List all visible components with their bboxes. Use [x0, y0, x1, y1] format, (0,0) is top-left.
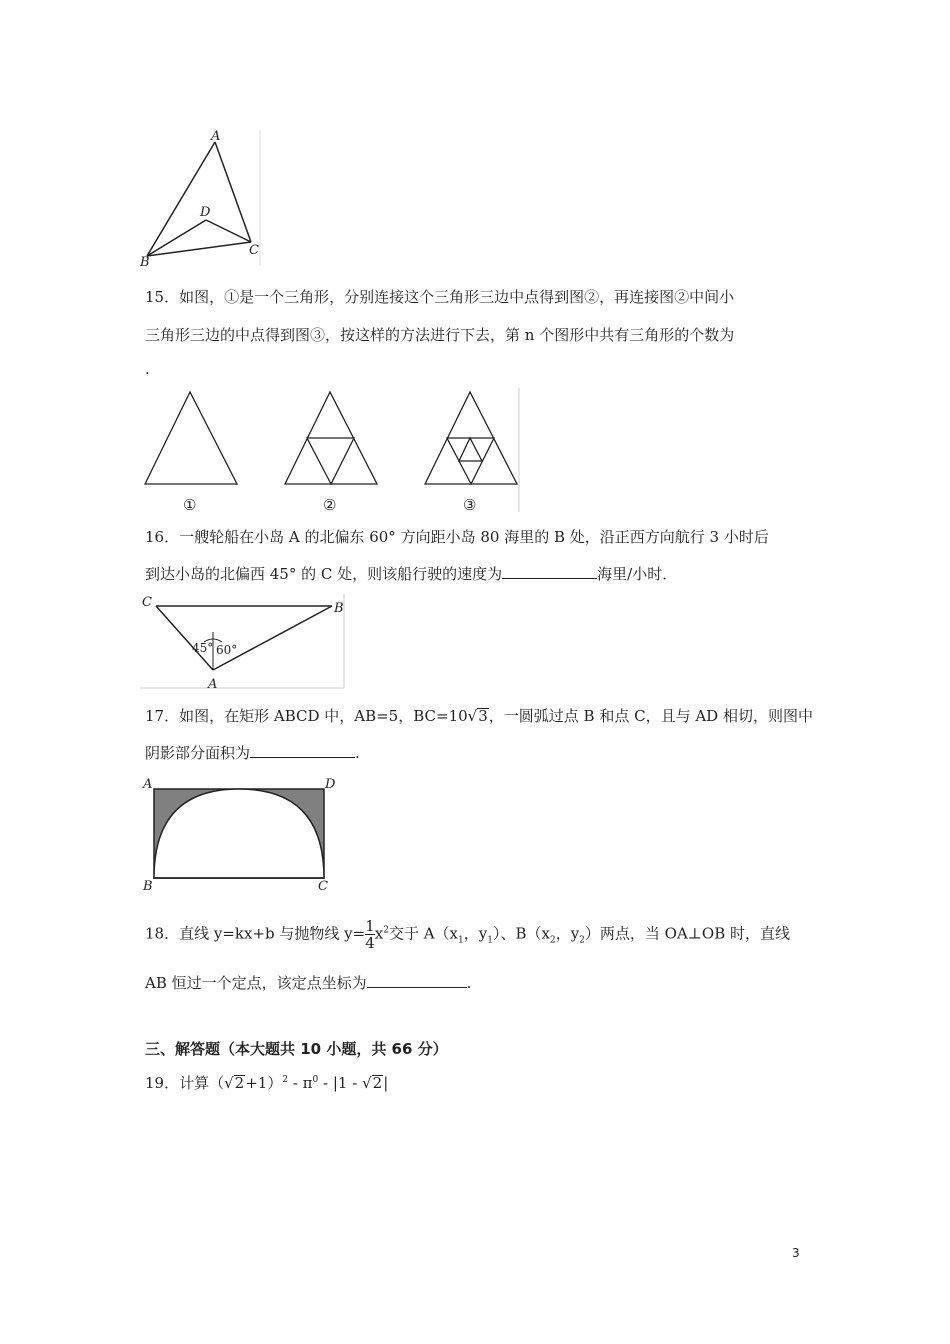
q15-line3: . [145, 360, 150, 378]
label-C: C [142, 595, 152, 610]
label-B: B [143, 879, 153, 892]
label-D: D [200, 205, 211, 220]
q17-line1: 17．如图，在矩形 ABCD 中，AB=5，BC=10√3，一圆弧过点 B 和点 C，且与 AD 相切，则图中 [145, 707, 813, 725]
q17-answer-blank[interactable] [250, 743, 355, 758]
figure-q16-navigation [140, 592, 350, 690]
figure-q15-triangles [140, 386, 525, 516]
label-C: C [318, 879, 328, 892]
q17-line2-post: . [355, 744, 360, 762]
caption-1: ① [183, 496, 197, 514]
q19-line: 19．计算$(√2+1)^2 - \pi^0 - |1 - √2|$ [145, 1074, 389, 1092]
q18-line2-post: . [466, 974, 472, 992]
page-number: 3 [792, 1246, 800, 1260]
q15-line2: 三角形三边的中点得到图③，按这样的方法进行下去，第 n 个图形中共有三角形的个数为 [145, 326, 735, 344]
caption-2: ② [323, 496, 337, 514]
q16-line1: 16．一艘轮船在小岛 A 的北偏东 60° 方向距小岛 80 海里的 B 处，沿正西方向航行 3 小时后 [145, 528, 769, 546]
label-B: B [140, 255, 150, 270]
angle-45: 45° [192, 641, 214, 655]
angle-60: 60° [216, 643, 238, 657]
label-A: A [143, 777, 153, 792]
figure-q17-rectangle [140, 774, 340, 892]
label-B: B [334, 601, 344, 616]
q18-line1-pre: 18．直线 y=kx+b 与抛物线 y= [145, 924, 366, 943]
label-C: C [249, 243, 259, 258]
q17-sqrt: 3 [478, 707, 488, 725]
q17-line2-pre: 阴影部分面积为 [145, 744, 251, 762]
q16-answer-blank[interactable] [502, 564, 597, 579]
label-A: A [211, 129, 221, 144]
q18-line2 [145, 972, 471, 993]
q18-answer-blank[interactable] [367, 973, 467, 988]
q17-line1-post: ，一圆弧过点 B 和点 C，且与 AD 相切，则图中 [488, 707, 813, 725]
caption-3: ③ [463, 496, 477, 514]
q19-sqrt2: 2 [372, 1074, 383, 1092]
q18-line2-pre: AB 恒过一个定点，该定点坐标为 [145, 974, 367, 992]
q19-sqrt1: 2 [234, 1074, 245, 1092]
q18-line1: 18．直线 y=kx+b 与抛物线 y= $\frac{1}{4}$ $x^2$交于 $A(x_1$，$y_1$）、$B(x_2$，$y_2$）两点，当 OA⊥OB 时，直线 [145, 917, 790, 952]
q16-line2-post: 海里/小时． [597, 565, 678, 583]
section-3-heading: 三、解答题（本大题共 10 小题，共 66 分） [145, 1040, 448, 1058]
q15-line1: 15．如图，①是一个三角形，分别连接这个三角形三边中点得到图②，再连接图②中间小 [145, 288, 735, 306]
q18-fraction: $\frac{1}{4}$ [365, 917, 375, 952]
label-D: D [325, 777, 336, 792]
q17-line1-pre: 17．如图，在矩形 ABCD 中，AB=5，BC=10 [145, 707, 468, 725]
q16-line2-pre: 到达小岛的北偏西 45° 的 C 处，则该船行驶的速度为 [145, 565, 503, 583]
figure-q14-triangle [140, 128, 265, 270]
q17-line2 [145, 742, 360, 763]
label-A: A [208, 677, 218, 690]
q16-line2 [145, 563, 677, 584]
